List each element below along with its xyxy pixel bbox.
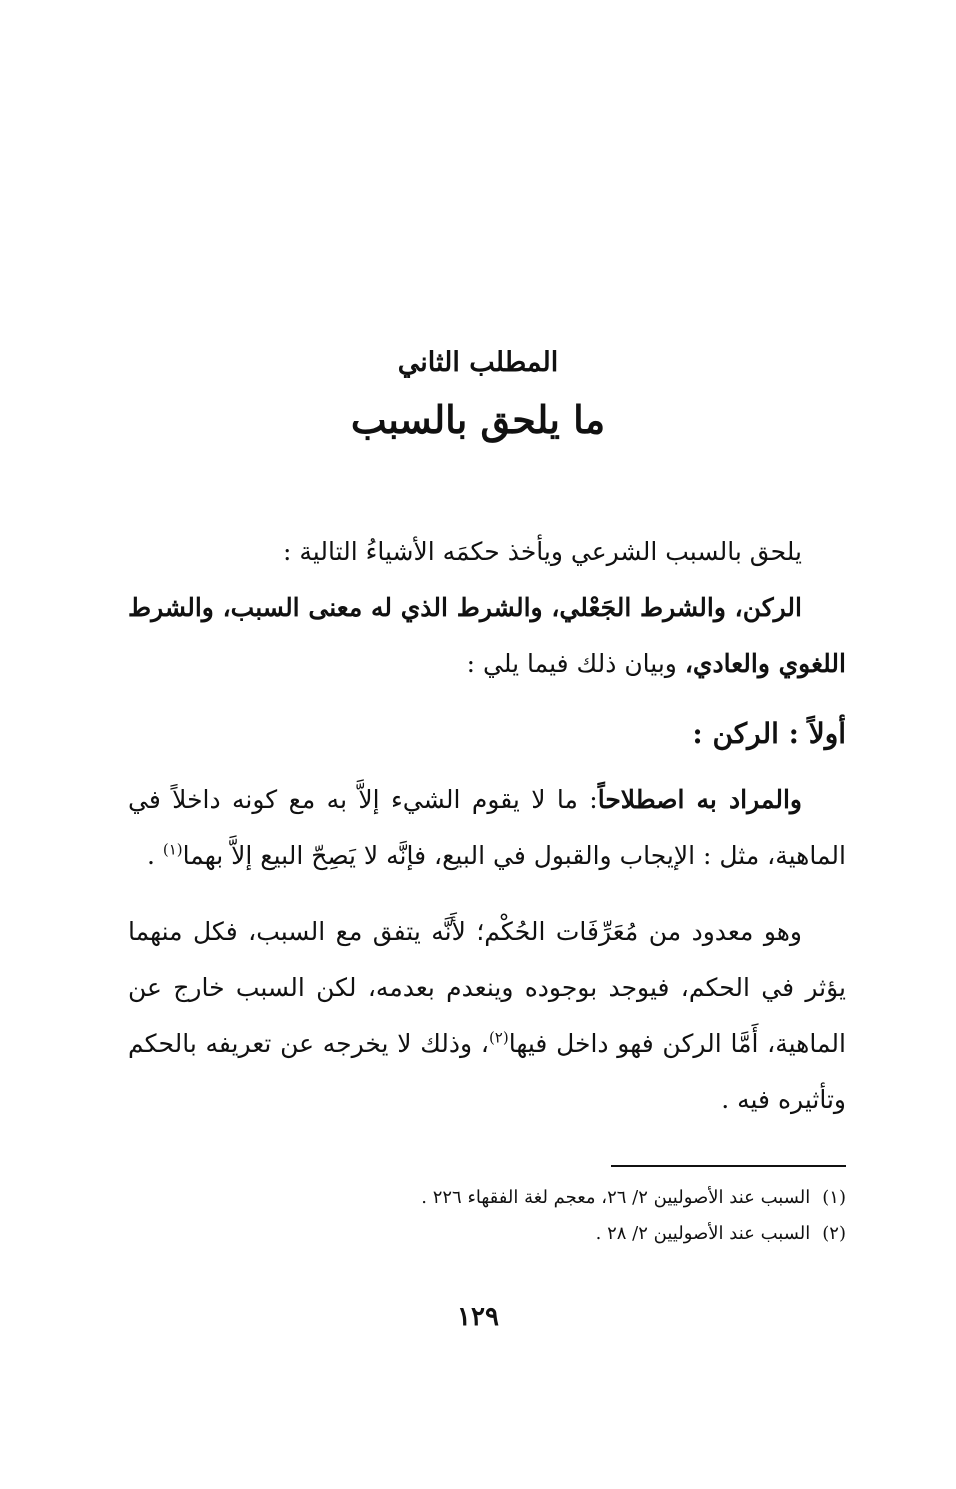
definition-label: والمراد به اصطلاحاً xyxy=(597,785,803,814)
second-paragraph xyxy=(128,904,846,1128)
footnote-2 xyxy=(128,1216,846,1252)
footnote-number: (١) xyxy=(822,1187,846,1208)
paragraph-gap xyxy=(128,884,846,904)
section-title: ما يلحق بالسبب xyxy=(350,397,606,442)
page-number: ١٢٩ xyxy=(457,1302,499,1332)
second-paragraph-text-b: ، وذلك لا يخرجه عن تعريفه بالحكم وتأثيره فيه . xyxy=(128,1029,846,1114)
intro-bold-items: الركن، والشرط الجَعْلي، والشرط الذي له معنى السبب، والشرط اللغوي والعادي، xyxy=(128,593,846,678)
footnote-text: السبب عند الأصوليين ٢/ ٢٨ . xyxy=(595,1223,811,1244)
definition-paragraph xyxy=(128,772,846,884)
intro-line: يلحق بالسبب الشرعي ويأخذ حكمَه الأشياءُ التالية : xyxy=(283,537,802,566)
footnotes xyxy=(128,1180,846,1252)
footnote-divider xyxy=(611,1165,846,1167)
heading-first-rukn: أولاً : الركن : xyxy=(692,717,846,750)
second-paragraph-text-a: وهو معدود من مُعَرِّفَات الحُكْم؛ لأَنَّه يتفق مع السبب، فكل منهما يؤثر في الحكم، فيوجد بوجوده وينعدم بعدمه، لكن السبب خارج عن الماهية، أَمَّا الركن فهو داخل فيها xyxy=(128,917,846,1058)
footnote-1 xyxy=(128,1180,846,1216)
section-label: المطلب الثاني xyxy=(397,347,559,378)
footnote-ref-2[interactable]: (٢) xyxy=(488,1028,509,1047)
intro-tail: وبيان ذلك فيما يلي : xyxy=(466,649,685,678)
footnote-number: (٢) xyxy=(822,1223,846,1244)
definition-text: : ما لا يقوم الشيء إلاَّ به مع كونه داخلاً في الماهية، مثل : الإيجاب والقبول في البيع، فإنَّه لا يَصِحّ البيع إلاَّ بهما xyxy=(128,785,846,870)
definition-end: . xyxy=(146,841,163,870)
intro-items-paragraph xyxy=(128,580,846,692)
section-header xyxy=(0,340,956,450)
body-text xyxy=(128,524,846,1128)
footnote-ref-1[interactable]: (١) xyxy=(162,840,183,859)
footnote-text: السبب عند الأصوليين ٢/ ٢٦، معجم لغة الفقهاء ٢٢٦ . xyxy=(421,1187,811,1208)
